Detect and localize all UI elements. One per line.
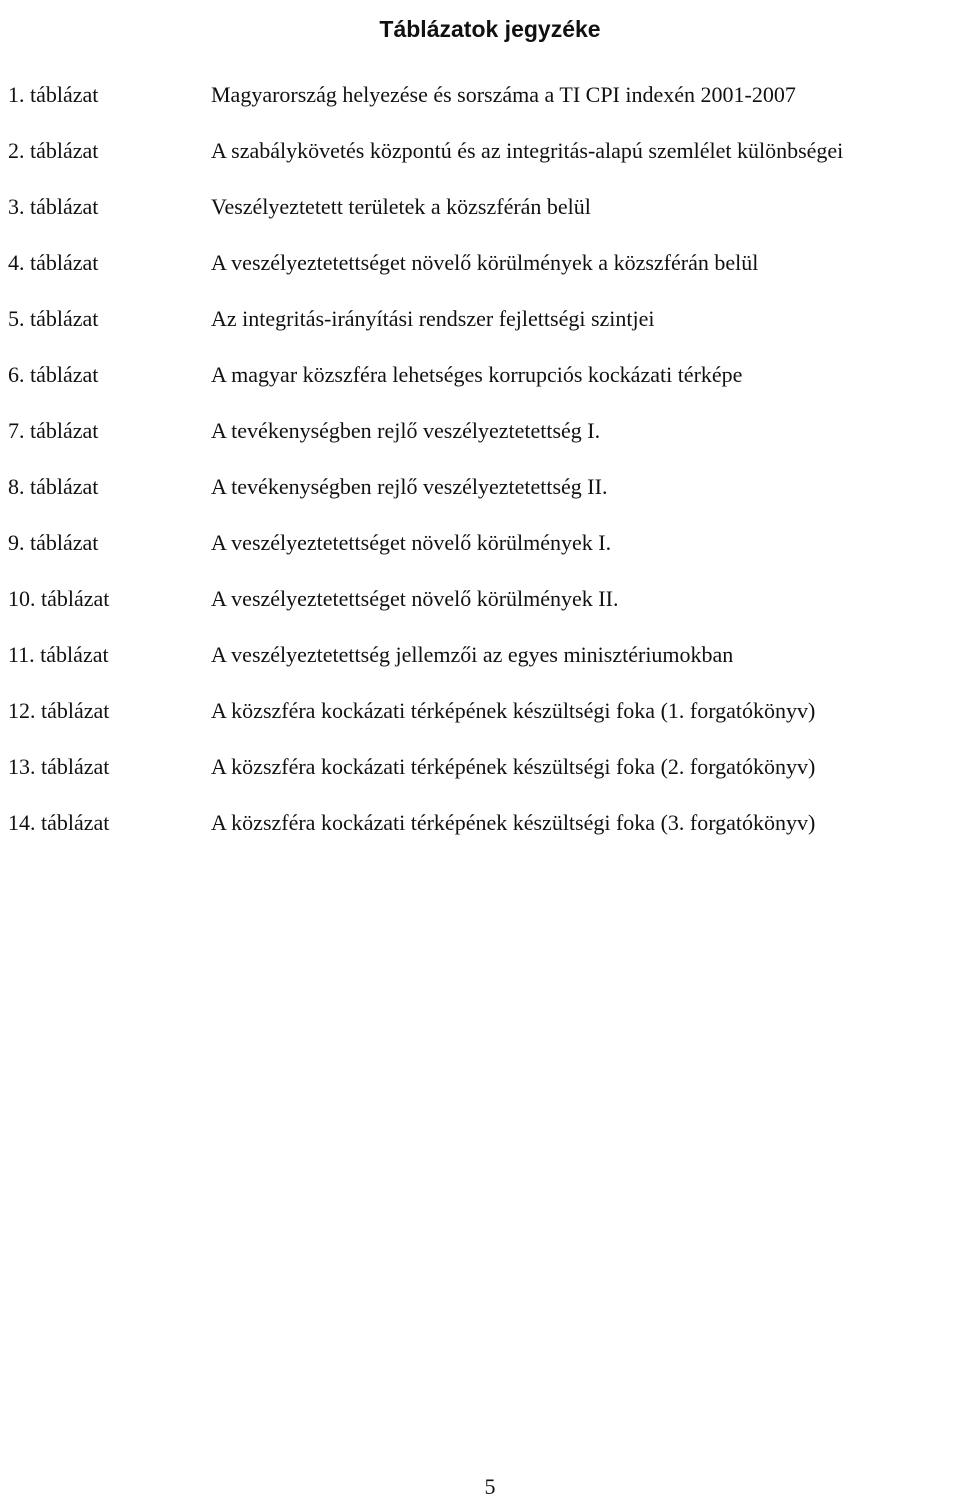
toc-entry-caption: A magyar közszféra lehetséges korrupciós kockázati térképe — [211, 362, 743, 387]
toc-entry-caption: A szabálykövetés központú és az integritás-alapú szemlélet különbségei — [211, 138, 844, 163]
toc-entry-number: 13. táblázat — [8, 754, 110, 779]
toc-entry-caption: A veszélyeztetettséget növelő körülmények a közszférán belül — [211, 250, 759, 275]
toc-entry-caption: A veszélyeztetettség jellemzői az egyes minisztériumokban — [211, 642, 734, 667]
toc-entry-number: 1. táblázat — [8, 82, 99, 107]
toc-entry-5 — [0, 299, 960, 355]
toc-entry-number: 5. táblázat — [8, 306, 99, 331]
toc-entry-6 — [0, 355, 960, 411]
toc-entry-number: 14. táblázat — [8, 810, 110, 835]
toc-entry-number: 11. táblázat — [8, 642, 109, 667]
toc-entry-caption: Magyarország helyezése és sorszáma a TI CPI indexén 2001-2007 — [211, 82, 796, 107]
toc-entry-14 — [0, 803, 960, 859]
toc-entry-number: 4. táblázat — [8, 250, 99, 275]
toc-entry-10 — [0, 579, 960, 635]
toc-entry-7 — [0, 411, 960, 467]
toc-entry-number: 12. táblázat — [8, 698, 110, 723]
toc-entry-8 — [0, 467, 960, 523]
page-number: 5 — [484, 1474, 496, 1499]
toc-entry-number: 8. táblázat — [8, 474, 99, 499]
toc-entry-caption: Veszélyeztetett területek a közszférán belül — [211, 194, 591, 219]
toc-entry-number: 2. táblázat — [8, 138, 99, 163]
toc-entry-4 — [0, 243, 960, 299]
toc-entry-caption: A tevékenységben rejlő veszélyeztetettség I. — [211, 418, 601, 443]
toc-entry-caption: A közszféra kockázati térképének készültségi foka (1. forgatókönyv) — [211, 698, 816, 723]
toc-entry-number: 3. táblázat — [8, 194, 99, 219]
toc-entry-caption: A közszféra kockázati térképének készültségi foka (2. forgatókönyv) — [211, 754, 816, 779]
toc-entry-caption: A veszélyeztetettséget növelő körülmények I. — [211, 530, 612, 555]
toc-entry-2 — [0, 131, 960, 187]
toc-entry-number: 10. táblázat — [8, 586, 110, 611]
toc-entry-1 — [0, 75, 960, 131]
toc-entry-caption: A veszélyeztetettséget növelő körülmények II. — [211, 586, 619, 611]
toc-entry-number: 7. táblázat — [8, 418, 99, 443]
toc-entry-3 — [0, 187, 960, 243]
toc-entry-number: 6. táblázat — [8, 362, 99, 387]
table-of-tables-list — [0, 75, 960, 859]
toc-entry-caption: Az integritás-irányítási rendszer fejlettségi szintjei — [211, 306, 655, 331]
toc-entry-12 — [0, 691, 960, 747]
toc-entry-9 — [0, 523, 960, 579]
toc-entry-caption: A tevékenységben rejlő veszélyeztetettség II. — [211, 474, 608, 499]
toc-entry-13 — [0, 747, 960, 803]
toc-entry-caption: A közszféra kockázati térképének készültségi foka (3. forgatókönyv) — [211, 810, 816, 835]
toc-entry-number: 9. táblázat — [8, 530, 99, 555]
page-title: Táblázatok jegyzéke — [379, 16, 601, 43]
toc-entry-11 — [0, 635, 960, 691]
